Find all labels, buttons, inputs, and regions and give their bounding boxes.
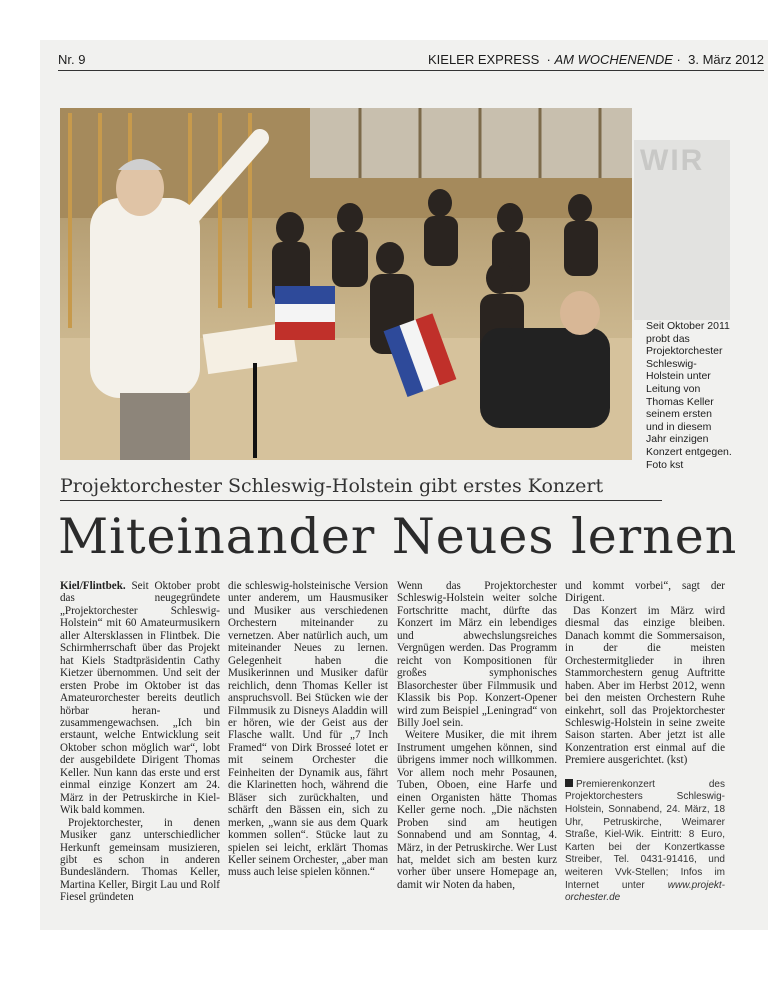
publication-line (428, 52, 764, 67)
page-number: Nr. 9 (58, 52, 86, 67)
paragraph: Weitere Musiker, die mit ihrem Instrument umgehen können, sind übrigens immer noch willkommen. Vor allem noch mehr Posaunen, Tuben, Oboen, eine Harfe und einen Organisten hätte Thomas Keller gerne noch. „Die nächsten Proben sind am heutigen Sonnabend und am Sonntag, 4. März, in der Petruskirche. Wer Lust hat, meldet sich am besten kurz vorher über unsere Homepage an, damit wir Noten da haben, (397, 729, 557, 891)
article-headline: Miteinander Neues lernen (58, 508, 738, 565)
separator: · (676, 52, 681, 67)
photo-illustration (60, 108, 632, 460)
paragraph: die schleswig-holsteinische Version unter anderem, um Hausmusiker und Musiker aus verschiedenen Orchestern miteinander zu vernetzen. Aber natürlich auch, um miteinander Neues zu lernen. Gelegenheit haben die Musikerinnen und Musiker dafür reichlich, denn Thomas Keller ist anspruchsvoll. Bei Stücken wie der Filmmusik zu Disneys Aladdin will er hören, wie der Geist aus der Flasche wallt. Und für „7 Inch Framed“ von Dirk Brosseé lotet er mit seinem Orchester die Feinheiten der Dynamik aus, fährt die Klarinetten hoch, während die Bläser sich zurückhalten, und schärft den Bässen ein, sich zu merken, „wann sie aus dem Quark kommen sollen“. Stücke laut zu spielen sei leicht, erklärt Thomas Keller seinem Orchester, „aber man muss auch leise spielen können.“ (228, 580, 388, 879)
page-header (58, 52, 764, 70)
bullet-square-icon (565, 779, 573, 787)
article-subheadline: Projektorchester Schleswig-Holstein gibt erstes Konzert (60, 475, 604, 497)
article-column-4 (565, 580, 725, 905)
ad-text: WIR (640, 144, 705, 177)
article-column-2 (228, 580, 388, 879)
header-rule (58, 70, 764, 71)
article-column-1 (60, 580, 220, 904)
paragraph (60, 580, 220, 817)
background-advertisement (634, 140, 730, 320)
photo-caption: Seit Oktober 2011 probt das Projektorchester Schleswig-Holstein unter Leitung von Thomas Keller seinem ersten und in diesem Jahr einzigen Konzert entgegen. Foto kst (646, 320, 732, 471)
issue-date: 3. März 2012 (688, 52, 764, 67)
separator: · (546, 52, 551, 67)
dateline: Kiel/Flintbek. (60, 580, 126, 592)
section-name: AM WOCHENENDE (554, 52, 673, 67)
paragraph: Projektorchester, in denen Musiker ganz unterschiedlicher Herkunft gemeinsam musizieren, gibt es schon in anderen Bundesländern. Thomas Keller, Martina Keller, Birgit Lau und Rolf Fiesel gründeten (60, 816, 220, 904)
paragraph: und kommt vorbei“, sagt der Dirigent. (565, 580, 725, 605)
publication-name: KIELER EXPRESS (427, 52, 540, 67)
event-info-text: Premierenkonzert des Projektorchesters Schleswig-Holstein, Sonnabend, 24. März, 18 Uhr, Petruskirche, Weimarer Straße, Kiel-Wik. Eintritt: 8 Euro, Karten bei der Konzertkasse Streiber, Tel. 0431-91416, und weiteren Vvk-Stellen; Infos im Internet unter (565, 778, 725, 891)
paragraph-text: Seit Oktober probt das neugegründete „Projektorchester Schleswig-Holstein“ mit 60 Amateurmusikern aller Altersklassen in Flintbek. Die Schirmherrschaft über das Projekt hat Kiels Stadtpräsidentin Cathy Kietzer übernommen. Und seit der ersten Probe im Oktober ist das Amateurorchester bereits deutlich hörbar heran- und zusammengewachsen. „Ich bin erstaunt, welche Entwicklung seit Oktober schon möglich war“, lobt der ausgebildete Dirigent Thomas Keller. Nun kann das erste und erst einmal einzige Konzert am 24. März in der Petruskirche in Kiel-Wik bald kommen. (60, 580, 221, 817)
subheadline-rule (60, 500, 662, 501)
paragraph: Das Konzert im März wird diesmal das einzige bleiben. Danach kommt die Sommersaison, in der die meisten Orchestermitglieder in ihren Stammorchestern genug Auftritte haben. Aber im Herbst 2012, wenn bei den meisten Orchestern Ruhe einkehrt, soll das Projektorchester Schleswig-Holstein in seine zweite Saison starten. Aber jetzt ist alle Konzentration erst einmal auf die Premiere ausgerichtet. (kst) (565, 604, 725, 767)
paragraph: Wenn das Projektorchester Schleswig-Holstein weiter solche Fortschritte macht, dürfte das Konzert im März ein lebendiges und abwechslungsreiches Vergnügen werden. Das Programm reicht von Kompositionen für großes symphonisches Blasorchester über Filmmusik und Klassik bis Pop. Konzert-Opener wird zum Beispiel „Leningrad“ von Billy Joel sein. (397, 580, 557, 729)
website-link[interactable]: www.projekt-orchester.de (565, 879, 726, 904)
article-column-3 (397, 580, 557, 891)
orchestra-rehearsal-photo (60, 108, 632, 460)
windows (310, 108, 632, 178)
article-body (60, 580, 732, 910)
event-info-box (565, 779, 725, 905)
